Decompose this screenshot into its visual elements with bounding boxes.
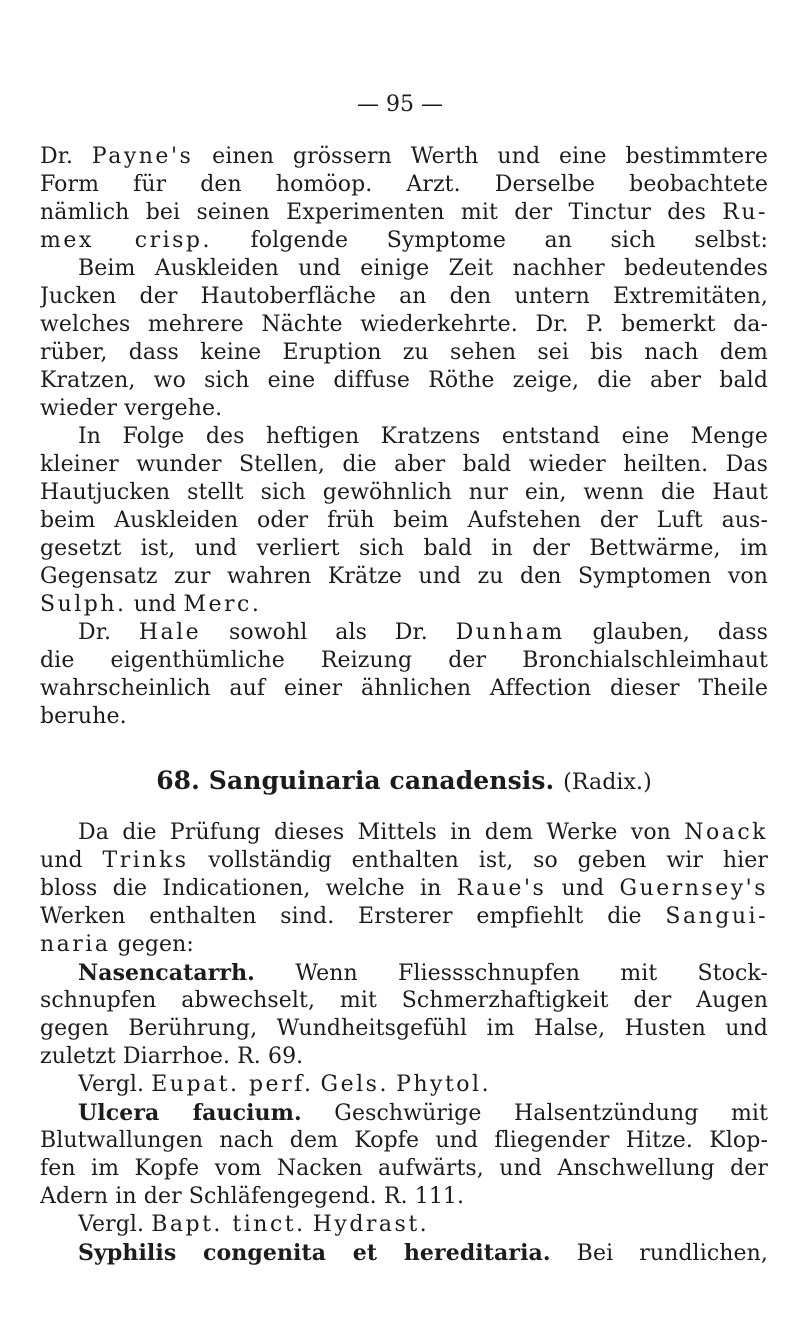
text-line: Syphilis congenita et hereditaria. Bei rundlichen, xyxy=(78,1240,768,1266)
text-line: Jucken der Hautoberfläche an den untern Extremitäten, xyxy=(40,284,768,309)
text-line: Blutwallungen nach dem Kopfe und fliegender Hitze. Klop- xyxy=(40,1128,768,1153)
remedy-name: Ru- xyxy=(722,200,768,225)
text-line: fen im Kopfe vom Nacken aufwärts, und Anschwellung der xyxy=(40,1156,768,1181)
section-heading: 68. Sanguinaria canadensis. (Radix.) xyxy=(156,768,652,795)
text-line: Ulcera faucium. Geschwürige Halsentzündung mit xyxy=(78,1100,768,1126)
text-line: Sulph. und Merc. xyxy=(40,592,262,617)
author-name: Noack xyxy=(684,820,768,845)
text-line: naria gegen: xyxy=(40,932,194,957)
text-line: beruhe. xyxy=(40,704,127,729)
author-name: Payne's xyxy=(91,144,194,169)
text-line: Vergl. Eupat. perf. Gels. Phytol. xyxy=(78,1072,492,1097)
text-line: gesetzt ist, und verliert sich bald in der Bettwärme, im xyxy=(40,536,768,561)
remedy-name: naria xyxy=(40,932,111,957)
remedy-name: mex crisp. xyxy=(40,228,212,253)
text-line: mex crisp. folgende Symptome an sich selbst: xyxy=(40,228,768,253)
text-line: Vergl. Bapt. tinct. Hydrast. xyxy=(78,1212,430,1237)
indication-heading: Nasencatarrh. xyxy=(78,960,255,986)
remedy-name: Bapt. tinct. xyxy=(151,1212,306,1237)
text-line: Werken enthalten sind. Ersterer empfiehlt die Sangui- xyxy=(40,904,768,929)
page-number: — 95 — xyxy=(357,92,443,117)
remedy-name: Phytol. xyxy=(396,1072,492,1097)
indication-heading: Ulcera faucium. xyxy=(78,1100,302,1126)
text-line: schnupfen abwechselt, mit Schmerzhaftigkeit der Augen xyxy=(40,988,768,1013)
author-name: Raue's xyxy=(456,876,547,901)
text-line: gegen Berührung, Wundheitsgefühl im Halse, Husten und xyxy=(40,1016,768,1041)
text-line: Gegensatz zur wahren Krätze und zu den Symptomen von xyxy=(40,564,768,589)
text-line: Dr. Hale sowohl als Dr. Dunham glauben, dass xyxy=(78,620,768,645)
text-line: Dr. Payne's einen grössern Werth und eine bestimmtere xyxy=(40,144,768,169)
text-line: die eigenthümliche Reizung der Bronchialschleimhaut xyxy=(40,648,768,673)
remedy-name: Sangui- xyxy=(665,904,768,929)
author-name: Trinks xyxy=(102,848,189,873)
text-line: Nasencatarrh. Wenn Fliessschnupfen mit Stock- xyxy=(78,960,768,986)
remedy-name: Hydrast. xyxy=(312,1212,430,1237)
text-line: Beim Auskleiden und einige Zeit nachher bedeutendes xyxy=(78,256,768,281)
author-name: Hale xyxy=(138,620,202,645)
remedy-name: Sulph. xyxy=(40,592,127,617)
text-line: bloss die Indicationen, welche in Raue's und Guernsey's xyxy=(40,876,768,901)
text-line: wieder vergehe. xyxy=(40,396,223,421)
text-line: Form für den homöop. Arzt. Derselbe beobachtete xyxy=(40,172,768,197)
text-line: kleiner wunder Stellen, die aber bald wieder heilten. Das xyxy=(40,452,768,477)
indication-heading: Syphilis congenita et hereditaria. xyxy=(78,1240,551,1266)
text-line: Kratzen, wo sich eine diffuse Röthe zeige, die aber bald xyxy=(40,368,768,393)
author-name: Dunham xyxy=(455,620,565,645)
text-line: Adern in der Schläfengegend. R. 111. xyxy=(40,1184,465,1209)
remedy-name: Eupat. perf. xyxy=(151,1072,314,1097)
text-line: rüber, dass keine Eruption zu sehen sei bis nach dem xyxy=(40,340,768,365)
text-line: Hautjucken stellt sich gewöhnlich nur ein, wenn die Haut xyxy=(40,480,768,505)
text-line: zuletzt Diarrhoe. R. 69. xyxy=(40,1044,304,1069)
author-name: Guernsey's xyxy=(619,876,768,901)
text-line: In Folge des heftigen Kratzens entstand eine Menge xyxy=(78,424,768,449)
text-line: und Trinks vollständig enthalten ist, so geben wir hier xyxy=(40,848,768,873)
remedy-name: Merc. xyxy=(183,592,262,617)
text-line: beim Auskleiden oder früh beim Aufstehen der Luft aus- xyxy=(40,508,768,533)
text-line: wahrscheinlich auf einer ähnlichen Affection dieser Theile xyxy=(40,676,768,701)
text-line: welches mehrere Nächte wiederkehrte. Dr. P. bemerkt da- xyxy=(40,312,768,337)
remedy-name: Gels. xyxy=(320,1072,389,1097)
text-line: Da die Prüfung dieses Mittels in dem Werke von Noack xyxy=(78,820,768,845)
text-line: nämlich bei seinen Experimenten mit der Tinctur des Ru- xyxy=(40,200,768,225)
